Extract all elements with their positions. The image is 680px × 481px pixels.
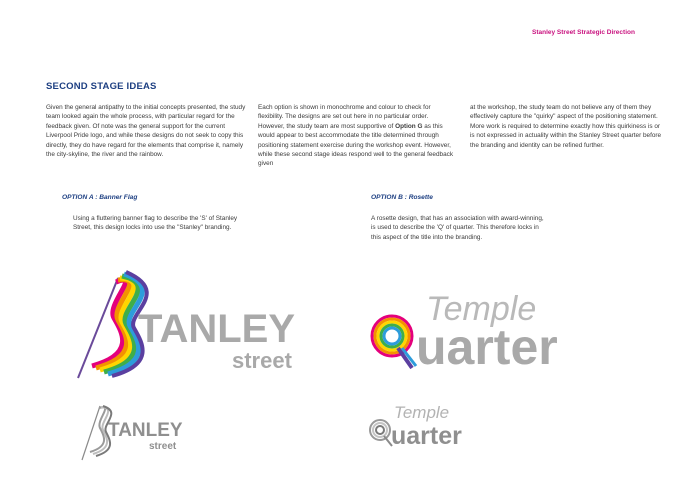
banner-flag-mono-icon xyxy=(82,406,111,460)
intro-column-3 xyxy=(470,103,665,150)
stanley-street-mono-logo xyxy=(78,400,218,462)
rosette-q-icon xyxy=(372,316,416,368)
option-b-description: A rosette design, that has an association with award-winning, is used to describe the 'Q' of quarter. This therefore locks in this aspect of the title into the branding. xyxy=(371,215,544,241)
intro-text-2a: Each option is shown in monochrome and colour to check for flexibility. The designs are set out here in no particular order. However, the study team are most supportive of xyxy=(258,104,431,130)
rosette-q-mono-icon xyxy=(370,420,392,446)
option-b-title: OPTION B : Rosette xyxy=(371,194,433,201)
temple-quarter-mono-logo xyxy=(368,398,508,450)
logo-word-uarter: uarter xyxy=(416,319,558,375)
temple-quarter-colour-logo xyxy=(368,278,648,378)
banner-flag-icon xyxy=(78,272,147,378)
intro-paragraph-2 xyxy=(258,103,456,169)
logo-word-street: street xyxy=(232,348,292,373)
option-g-emphasis: Option G xyxy=(395,122,423,130)
mono-logo-word-stanley: TANLEY xyxy=(108,420,183,441)
logo-word-stanley: TANLEY xyxy=(138,307,296,351)
intro-text-2b: as this would appear to best accommodate the title determined through positioning statement exercise during the workshop event. However, while these second stage ideas respond well to the general feedback given xyxy=(258,122,454,168)
mono-logo-word-uarter: uarter xyxy=(391,422,462,450)
intro-paragraph-1: Given the general antipathy to the initial concepts presented, the study team looked again the whole process, with particular regard for the feedback given. Of note was the general support for the current Liverpool Pride logo, and while these designs do not seek to copy this directly, they do have regard for the elements that comprise it, namely the city-skyline, the river and the rainbow. xyxy=(46,104,246,159)
mono-logo-script-temple: Temple xyxy=(394,403,450,422)
mono-logo-word-street: street xyxy=(149,441,177,452)
intro-column-1 xyxy=(46,103,246,159)
option-a-description: Using a fluttering banner flag to describe the 'S' of Stanley Street, this design locks into use the "Stanley" branding. xyxy=(73,215,238,232)
intro-column-2 xyxy=(258,103,456,169)
stanley-street-colour-logo xyxy=(70,268,350,383)
intro-paragraph-3: at the workshop, the study team do not believe any of them they effectively capture the "quirky" aspect of the positioning statement. More work is required to determine exactly how this quirkiness is or is not expressed in actuality within the Stanley Street quarter before the branding and identity can be refined further. xyxy=(470,104,662,149)
document-title: Stanley Street Strategic Direction xyxy=(532,29,635,36)
section-heading: SECOND STAGE IDEAS xyxy=(46,81,157,92)
logo-script-temple: Temple xyxy=(426,290,537,328)
option-a-title: OPTION A : Banner Flag xyxy=(62,194,138,201)
